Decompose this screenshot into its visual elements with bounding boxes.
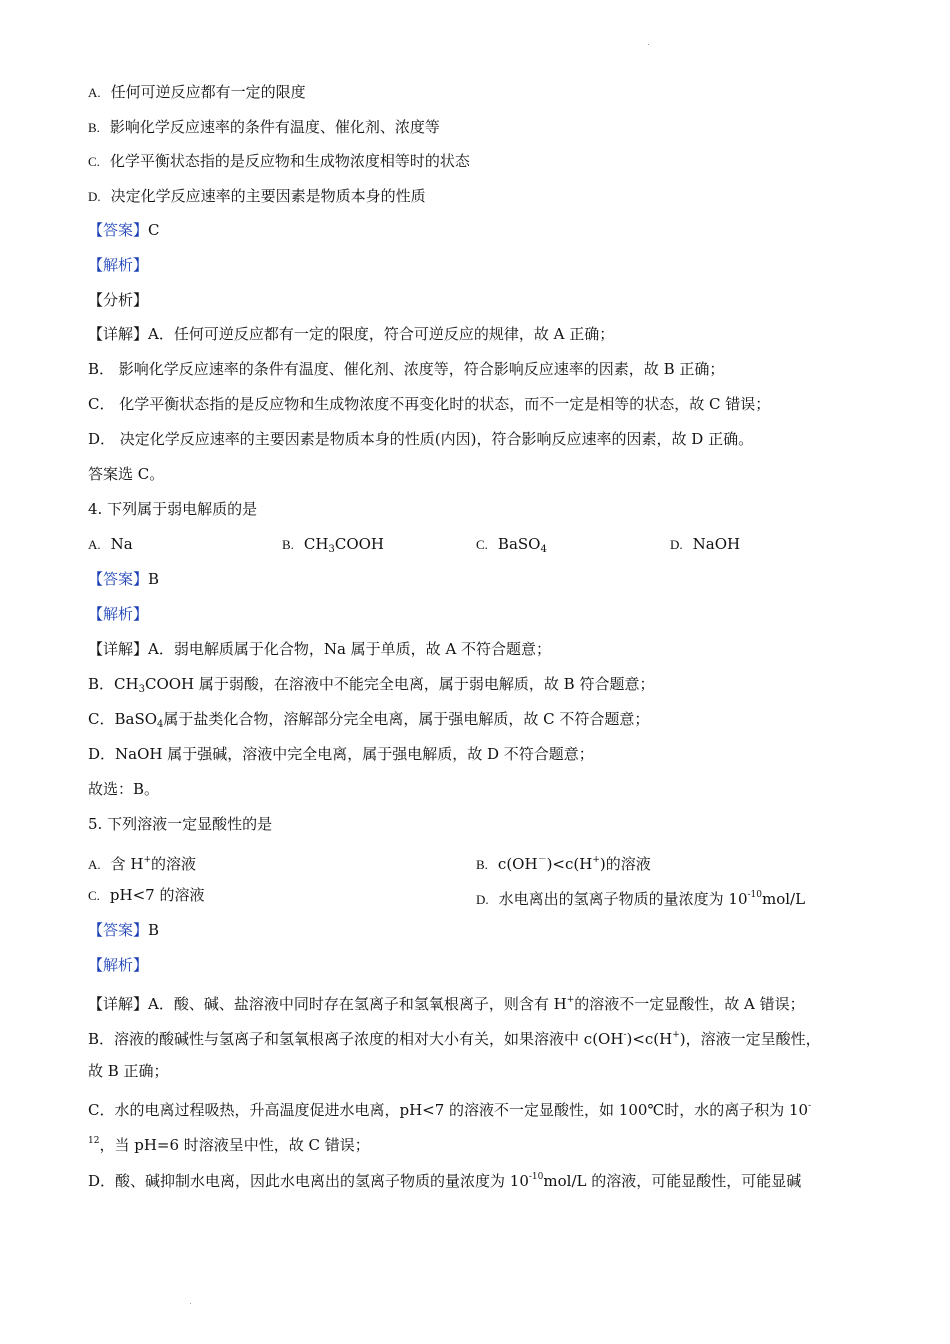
q5-option-b: B. c(OH－)<c(H+)的溶液 <box>476 855 651 873</box>
q5-detail-b-line1: B．溶液的酸碱性与氢离子和氢氧根离子浓度的相对大小有关，如果溶液中 c(OH-)<c(H+)，溶液一定呈酸性， <box>88 1030 821 1048</box>
q3-jiexi-label: 【解析】 <box>88 256 149 274</box>
q3-option-a: A. 任何可逆反应都有一定的限度 <box>88 83 306 101</box>
q4-detail-d: D．NaOH 属于强碱，溶液中完全电离，属于强电解质，故 D 不符合题意； <box>88 745 594 763</box>
q3-fenxi-label: 【分析】 <box>88 291 149 309</box>
q4-option-c: C. BaSO$_4$ <box>476 535 547 555</box>
q5-detail-a: 【详解】A．酸、碱、盐溶液中同时存在氢离子和氢氧根离子，则含有 H+的溶液不一定显酸性，故 A 错误； <box>88 995 805 1013</box>
q3-option-b: B. 影响化学反应速率的条件有温度、催化剂、浓度等 <box>88 118 440 136</box>
q5-option-c: C. pH<7 的溶液 <box>88 886 205 904</box>
q5-answer: 【答案】B <box>88 921 160 939</box>
q3-detail-b: B． 影响化学反应速率的条件有温度、催化剂、浓度等，符合影响反应速率的因素，故 B 正确； <box>88 360 725 378</box>
bottom-dot-mark <box>190 1303 191 1304</box>
q5-option-a: A. 含 H+的溶液 <box>88 855 197 873</box>
q5-detail-c-line2: $^{12}$，当 pH=6 时溶液呈中性，故 C 错误； <box>88 1136 370 1154</box>
q3-conclusion: 答案选 C。 <box>88 465 165 483</box>
q4-stem: 4. 下列属于弱电解质的是 <box>88 500 258 518</box>
q5-option-d: D. 水电离出的氢离子物质的量浓度为 $10^{-10}mol/L$ <box>476 890 806 908</box>
q5-detail-d: D．酸、碱抑制水电离，因此水电离出的氢离子物质的量浓度为 $10^{-10}mol/L$ 的溶液，可能显酸性，可能显碱 <box>88 1172 802 1190</box>
q5-stem: 5. 下列溶液一定显酸性的是 <box>88 815 273 833</box>
q3-option-c: C. 化学平衡状态指的是反应物和生成物浓度相等时的状态 <box>88 152 470 170</box>
q3-option-d: D. 决定化学反应速率的主要因素是物质本身的性质 <box>88 187 426 205</box>
q3-detail-a: 【详解】A．任何可逆反应都有一定的限度，符合可逆反应的规律，故 A 正确； <box>88 325 615 343</box>
q3-detail-c: C． 化学平衡状态指的是反应物和生成物浓度不再变化时的状态，而不一定是相等的状态，故 C 错误； <box>88 395 771 413</box>
q4-option-a: A. Na <box>88 535 133 553</box>
q4-conclusion: 故选：B。 <box>88 780 160 798</box>
q4-option-d: D. NaOH <box>670 535 741 553</box>
q4-answer: 【答案】B <box>88 570 160 588</box>
q3-answer: 【答案】C <box>88 221 160 239</box>
top-dot-mark <box>648 44 649 45</box>
q5-detail-b-line2: 故 B 正确； <box>88 1062 169 1080</box>
q4-detail-b: B．$CH_3COOH$ 属于弱酸，在溶液中不能完全电离，属于弱电解质，故 B 符合题意； <box>88 675 655 695</box>
q5-jiexi-label: 【解析】 <box>88 956 149 974</box>
q5-detail-c-line1: C．水的电离过程吸热，升高温度促进水电离，pH<7 的溶液不一定显酸性，如 100℃时，水的离子积为 10- <box>88 1101 812 1119</box>
q4-detail-a: 【详解】A．弱电解质属于化合物，Na 属于单质，故 A 不符合题意； <box>88 640 552 658</box>
q4-option-b: B. $CH_3COOH$ <box>282 535 385 555</box>
q4-jiexi-label: 【解析】 <box>88 605 149 623</box>
q3-detail-d: D． 决定化学反应速率的主要因素是物质本身的性质(内因)，符合影响反应速率的因素，故 D 正确。 <box>88 430 754 448</box>
q4-detail-c: C．BaSO$_4$属于盐类化合物，溶解部分完全电离，属于强电解质，故 C 不符合题意； <box>88 710 650 730</box>
